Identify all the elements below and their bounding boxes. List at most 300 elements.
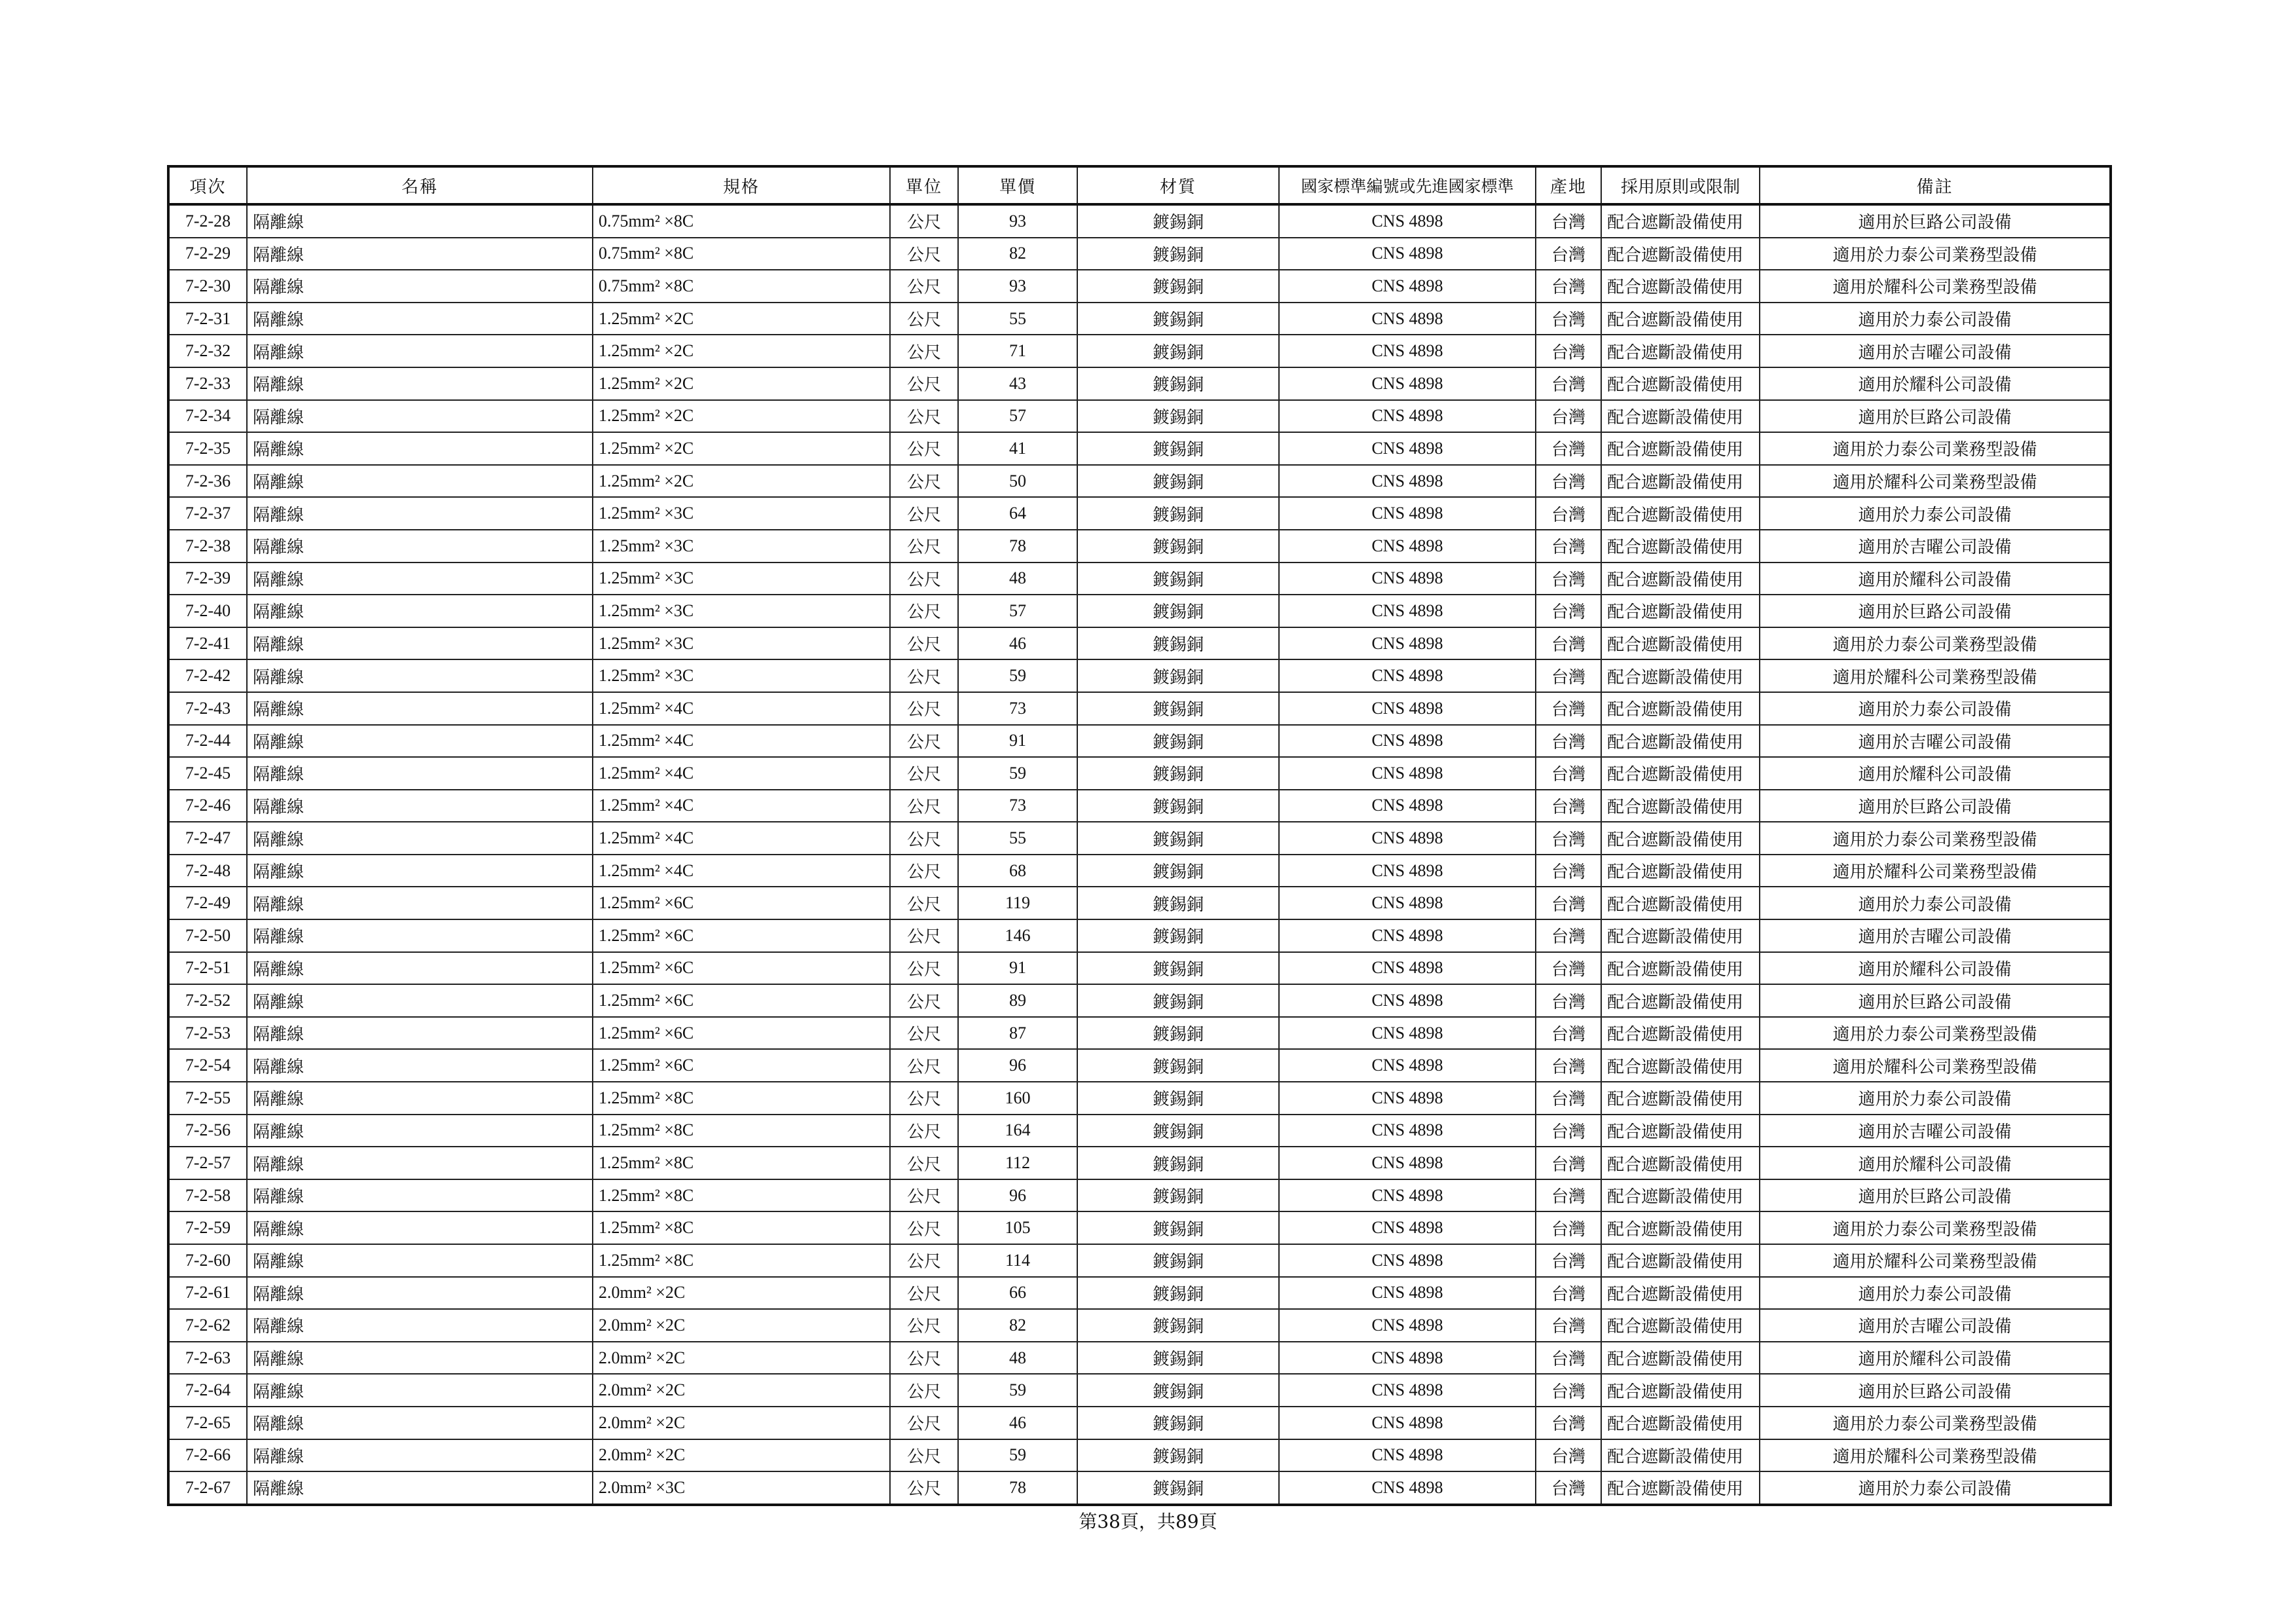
cell-remark: 適用於吉曜公司設備 bbox=[1760, 1309, 2111, 1342]
cell-item-no: 7-2-54 bbox=[168, 1049, 247, 1082]
cell-name: 隔離線 bbox=[247, 1115, 593, 1147]
cell-material: 鍍錫銅 bbox=[1077, 1471, 1279, 1505]
cell-item-no: 7-2-33 bbox=[168, 367, 247, 400]
cell-spec: 1.25mm² ×6C bbox=[593, 984, 890, 1017]
table-row bbox=[168, 952, 2111, 985]
table-row bbox=[168, 1407, 2111, 1439]
cell-price: 82 bbox=[958, 238, 1077, 270]
cell-item-no: 7-2-66 bbox=[168, 1439, 247, 1472]
cell-remark: 適用於吉曜公司設備 bbox=[1760, 1115, 2111, 1147]
cell-price: 91 bbox=[958, 952, 1077, 985]
cell-spec: 1.25mm² ×4C bbox=[593, 822, 890, 855]
cell-name: 隔離線 bbox=[247, 367, 593, 400]
cell-price: 93 bbox=[958, 204, 1077, 238]
table-row bbox=[168, 303, 2111, 335]
cell-material: 鍍錫銅 bbox=[1077, 757, 1279, 790]
cell-principle: 配合遮斷設備使用 bbox=[1601, 595, 1760, 627]
cell-price: 68 bbox=[958, 855, 1077, 887]
cell-origin: 台灣 bbox=[1536, 563, 1601, 595]
cell-unit: 公尺 bbox=[890, 432, 958, 465]
cell-principle: 配合遮斷設備使用 bbox=[1601, 1277, 1760, 1310]
cell-item-no: 7-2-31 bbox=[168, 303, 247, 335]
cell-unit: 公尺 bbox=[890, 855, 958, 887]
cell-origin: 台灣 bbox=[1536, 919, 1601, 952]
cell-origin: 台灣 bbox=[1536, 400, 1601, 433]
cell-principle: 配合遮斷設備使用 bbox=[1601, 919, 1760, 952]
cell-price: 93 bbox=[958, 270, 1077, 303]
cell-price: 59 bbox=[958, 1439, 1077, 1472]
table-row bbox=[168, 270, 2111, 303]
cell-item-no: 7-2-35 bbox=[168, 432, 247, 465]
cell-spec: 2.0mm² ×2C bbox=[593, 1342, 890, 1375]
cell-name: 隔離線 bbox=[247, 790, 593, 822]
cell-material: 鍍錫銅 bbox=[1077, 1342, 1279, 1375]
cell-spec: 2.0mm² ×2C bbox=[593, 1439, 890, 1472]
cell-price: 59 bbox=[958, 659, 1077, 692]
cell-spec: 1.25mm² ×6C bbox=[593, 887, 890, 919]
cell-remark: 適用於巨路公司設備 bbox=[1760, 1179, 2111, 1212]
cell-unit: 公尺 bbox=[890, 887, 958, 919]
cell-material: 鍍錫銅 bbox=[1077, 984, 1279, 1017]
cell-spec: 1.25mm² ×3C bbox=[593, 627, 890, 660]
cell-remark: 適用於巨路公司設備 bbox=[1760, 400, 2111, 433]
cell-item-no: 7-2-57 bbox=[168, 1147, 247, 1179]
cell-name: 隔離線 bbox=[247, 563, 593, 595]
cell-unit: 公尺 bbox=[890, 627, 958, 660]
table-row bbox=[168, 790, 2111, 822]
cell-origin: 台灣 bbox=[1536, 335, 1601, 367]
cell-remark: 適用於耀科公司設備 bbox=[1760, 1147, 2111, 1179]
cell-unit: 公尺 bbox=[890, 530, 958, 563]
cell-standard: CNS 4898 bbox=[1279, 822, 1536, 855]
cell-unit: 公尺 bbox=[890, 595, 958, 627]
cell-unit: 公尺 bbox=[890, 303, 958, 335]
cell-item-no: 7-2-29 bbox=[168, 238, 247, 270]
cell-principle: 配合遮斷設備使用 bbox=[1601, 790, 1760, 822]
cell-material: 鍍錫銅 bbox=[1077, 303, 1279, 335]
cell-spec: 1.25mm² ×6C bbox=[593, 919, 890, 952]
cell-unit: 公尺 bbox=[890, 563, 958, 595]
cell-name: 隔離線 bbox=[247, 887, 593, 919]
cell-item-no: 7-2-64 bbox=[168, 1374, 247, 1407]
cell-standard: CNS 4898 bbox=[1279, 1017, 1536, 1050]
cell-principle: 配合遮斷設備使用 bbox=[1601, 1374, 1760, 1407]
cell-price: 66 bbox=[958, 1277, 1077, 1310]
table-row bbox=[168, 1342, 2111, 1375]
cell-origin: 台灣 bbox=[1536, 1439, 1601, 1472]
cell-standard: CNS 4898 bbox=[1279, 790, 1536, 822]
cell-origin: 台灣 bbox=[1536, 790, 1601, 822]
cell-item-no: 7-2-34 bbox=[168, 400, 247, 433]
cell-spec: 1.25mm² ×8C bbox=[593, 1211, 890, 1244]
cell-price: 73 bbox=[958, 790, 1077, 822]
cell-item-no: 7-2-36 bbox=[168, 465, 247, 498]
cell-standard: CNS 4898 bbox=[1279, 1309, 1536, 1342]
cell-name: 隔離線 bbox=[247, 595, 593, 627]
cell-remark: 適用於力泰公司設備 bbox=[1760, 497, 2111, 530]
cell-material: 鍍錫銅 bbox=[1077, 367, 1279, 400]
cell-name: 隔離線 bbox=[247, 659, 593, 692]
cell-principle: 配合遮斷設備使用 bbox=[1601, 204, 1760, 238]
cell-item-no: 7-2-58 bbox=[168, 1179, 247, 1212]
cell-unit: 公尺 bbox=[890, 270, 958, 303]
cell-material: 鍍錫銅 bbox=[1077, 1439, 1279, 1472]
cell-item-no: 7-2-62 bbox=[168, 1309, 247, 1342]
cell-name: 隔離線 bbox=[247, 432, 593, 465]
cell-item-no: 7-2-49 bbox=[168, 887, 247, 919]
cell-unit: 公尺 bbox=[890, 659, 958, 692]
cell-origin: 台灣 bbox=[1536, 1471, 1601, 1505]
cell-origin: 台灣 bbox=[1536, 1342, 1601, 1375]
cell-principle: 配合遮斷設備使用 bbox=[1601, 1439, 1760, 1472]
cell-material: 鍍錫銅 bbox=[1077, 1374, 1279, 1407]
cell-unit: 公尺 bbox=[890, 790, 958, 822]
cell-origin: 台灣 bbox=[1536, 627, 1601, 660]
cell-price: 64 bbox=[958, 497, 1077, 530]
cell-principle: 配合遮斷設備使用 bbox=[1601, 952, 1760, 985]
cell-name: 隔離線 bbox=[247, 822, 593, 855]
cell-spec: 1.25mm² ×8C bbox=[593, 1115, 890, 1147]
cell-standard: CNS 4898 bbox=[1279, 1115, 1536, 1147]
cell-remark: 適用於力泰公司設備 bbox=[1760, 887, 2111, 919]
cell-item-no: 7-2-40 bbox=[168, 595, 247, 627]
cell-name: 隔離線 bbox=[247, 1017, 593, 1050]
cell-name: 隔離線 bbox=[247, 1147, 593, 1179]
cell-spec: 1.25mm² ×8C bbox=[593, 1082, 890, 1115]
cell-unit: 公尺 bbox=[890, 367, 958, 400]
cell-spec: 1.25mm² ×2C bbox=[593, 400, 890, 433]
cell-principle: 配合遮斷設備使用 bbox=[1601, 692, 1760, 725]
header-standard: 國家標準編號或先進國家標準 bbox=[1279, 166, 1536, 204]
cell-remark: 適用於巨路公司設備 bbox=[1760, 790, 2111, 822]
price-table bbox=[167, 165, 2112, 1506]
cell-name: 隔離線 bbox=[247, 1211, 593, 1244]
cell-standard: CNS 4898 bbox=[1279, 204, 1536, 238]
cell-material: 鍍錫銅 bbox=[1077, 1244, 1279, 1277]
cell-material: 鍍錫銅 bbox=[1077, 1017, 1279, 1050]
cell-standard: CNS 4898 bbox=[1279, 465, 1536, 498]
table-row bbox=[168, 855, 2111, 887]
cell-price: 41 bbox=[958, 432, 1077, 465]
cell-remark: 適用於耀科公司設備 bbox=[1760, 563, 2111, 595]
cell-unit: 公尺 bbox=[890, 1342, 958, 1375]
cell-principle: 配合遮斷設備使用 bbox=[1601, 1082, 1760, 1115]
table-row bbox=[168, 1277, 2111, 1310]
cell-unit: 公尺 bbox=[890, 919, 958, 952]
cell-material: 鍍錫銅 bbox=[1077, 887, 1279, 919]
cell-price: 55 bbox=[958, 303, 1077, 335]
cell-origin: 台灣 bbox=[1536, 757, 1601, 790]
cell-standard: CNS 4898 bbox=[1279, 238, 1536, 270]
cell-item-no: 7-2-67 bbox=[168, 1471, 247, 1505]
cell-remark: 適用於耀科公司業務型設備 bbox=[1760, 270, 2111, 303]
cell-price: 78 bbox=[958, 1471, 1077, 1505]
cell-price: 43 bbox=[958, 367, 1077, 400]
cell-spec: 1.25mm² ×2C bbox=[593, 335, 890, 367]
cell-name: 隔離線 bbox=[247, 1342, 593, 1375]
cell-standard: CNS 4898 bbox=[1279, 725, 1536, 758]
table-row bbox=[168, 238, 2111, 270]
cell-material: 鍍錫銅 bbox=[1077, 270, 1279, 303]
cell-item-no: 7-2-48 bbox=[168, 855, 247, 887]
cell-material: 鍍錫銅 bbox=[1077, 822, 1279, 855]
cell-unit: 公尺 bbox=[890, 725, 958, 758]
cell-remark: 適用於力泰公司業務型設備 bbox=[1760, 238, 2111, 270]
cell-standard: CNS 4898 bbox=[1279, 1147, 1536, 1179]
cell-material: 鍍錫銅 bbox=[1077, 204, 1279, 238]
table-row bbox=[168, 204, 2111, 238]
cell-remark: 適用於力泰公司業務型設備 bbox=[1760, 1017, 2111, 1050]
cell-spec: 1.25mm² ×6C bbox=[593, 1049, 890, 1082]
table-row bbox=[168, 822, 2111, 855]
table-row bbox=[168, 367, 2111, 400]
cell-name: 隔離線 bbox=[247, 238, 593, 270]
cell-material: 鍍錫銅 bbox=[1077, 400, 1279, 433]
cell-standard: CNS 4898 bbox=[1279, 952, 1536, 985]
table-row bbox=[168, 1147, 2111, 1179]
cell-principle: 配合遮斷設備使用 bbox=[1601, 1309, 1760, 1342]
table-row bbox=[168, 497, 2111, 530]
cell-origin: 台灣 bbox=[1536, 887, 1601, 919]
cell-principle: 配合遮斷設備使用 bbox=[1601, 1407, 1760, 1439]
cell-origin: 台灣 bbox=[1536, 204, 1601, 238]
cell-standard: CNS 4898 bbox=[1279, 887, 1536, 919]
cell-standard: CNS 4898 bbox=[1279, 1211, 1536, 1244]
cell-item-no: 7-2-47 bbox=[168, 822, 247, 855]
cell-standard: CNS 4898 bbox=[1279, 692, 1536, 725]
cell-remark: 適用於力泰公司設備 bbox=[1760, 1471, 2111, 1505]
cell-price: 57 bbox=[958, 400, 1077, 433]
cell-item-no: 7-2-60 bbox=[168, 1244, 247, 1277]
cell-remark: 適用於吉曜公司設備 bbox=[1760, 335, 2111, 367]
cell-name: 隔離線 bbox=[247, 335, 593, 367]
cell-unit: 公尺 bbox=[890, 1407, 958, 1439]
table-row bbox=[168, 984, 2111, 1017]
cell-standard: CNS 4898 bbox=[1279, 335, 1536, 367]
cell-origin: 台灣 bbox=[1536, 1017, 1601, 1050]
cell-spec: 1.25mm² ×3C bbox=[593, 530, 890, 563]
cell-price: 91 bbox=[958, 725, 1077, 758]
cell-standard: CNS 4898 bbox=[1279, 627, 1536, 660]
cell-name: 隔離線 bbox=[247, 497, 593, 530]
cell-principle: 配合遮斷設備使用 bbox=[1601, 303, 1760, 335]
cell-price: 48 bbox=[958, 563, 1077, 595]
cell-origin: 台灣 bbox=[1536, 1179, 1601, 1212]
table-row bbox=[168, 1439, 2111, 1472]
table-row bbox=[168, 919, 2111, 952]
cell-unit: 公尺 bbox=[890, 692, 958, 725]
cell-remark: 適用於耀科公司設備 bbox=[1760, 757, 2111, 790]
cell-item-no: 7-2-53 bbox=[168, 1017, 247, 1050]
cell-origin: 台灣 bbox=[1536, 692, 1601, 725]
cell-material: 鍍錫銅 bbox=[1077, 530, 1279, 563]
cell-price: 50 bbox=[958, 465, 1077, 498]
cell-principle: 配合遮斷設備使用 bbox=[1601, 270, 1760, 303]
cell-price: 82 bbox=[958, 1309, 1077, 1342]
cell-standard: CNS 4898 bbox=[1279, 1439, 1536, 1472]
cell-origin: 台灣 bbox=[1536, 1277, 1601, 1310]
table-row bbox=[168, 530, 2111, 563]
cell-remark: 適用於力泰公司業務型設備 bbox=[1760, 1211, 2111, 1244]
cell-remark: 適用於巨路公司設備 bbox=[1760, 1374, 2111, 1407]
cell-spec: 1.25mm² ×3C bbox=[593, 659, 890, 692]
cell-principle: 配合遮斷設備使用 bbox=[1601, 497, 1760, 530]
table-row bbox=[168, 1471, 2111, 1505]
cell-standard: CNS 4898 bbox=[1279, 984, 1536, 1017]
cell-spec: 1.25mm² ×4C bbox=[593, 692, 890, 725]
cell-origin: 台灣 bbox=[1536, 497, 1601, 530]
cell-name: 隔離線 bbox=[247, 1407, 593, 1439]
cell-origin: 台灣 bbox=[1536, 1082, 1601, 1115]
cell-origin: 台灣 bbox=[1536, 1049, 1601, 1082]
cell-price: 87 bbox=[958, 1017, 1077, 1050]
cell-material: 鍍錫銅 bbox=[1077, 659, 1279, 692]
cell-spec: 2.0mm² ×2C bbox=[593, 1309, 890, 1342]
cell-origin: 台灣 bbox=[1536, 725, 1601, 758]
cell-principle: 配合遮斷設備使用 bbox=[1601, 1342, 1760, 1375]
cell-origin: 台灣 bbox=[1536, 1309, 1601, 1342]
cell-name: 隔離線 bbox=[247, 855, 593, 887]
header-remark: 備註 bbox=[1760, 166, 2111, 204]
cell-remark: 適用於巨路公司設備 bbox=[1760, 984, 2111, 1017]
cell-principle: 配合遮斷設備使用 bbox=[1601, 367, 1760, 400]
cell-origin: 台灣 bbox=[1536, 367, 1601, 400]
header-material: 材質 bbox=[1077, 166, 1279, 204]
cell-standard: CNS 4898 bbox=[1279, 1082, 1536, 1115]
cell-price: 46 bbox=[958, 627, 1077, 660]
table-row bbox=[168, 400, 2111, 433]
cell-origin: 台灣 bbox=[1536, 303, 1601, 335]
table-row bbox=[168, 1309, 2111, 1342]
cell-origin: 台灣 bbox=[1536, 270, 1601, 303]
cell-name: 隔離線 bbox=[247, 1277, 593, 1310]
table-row bbox=[168, 887, 2111, 919]
cell-principle: 配合遮斷設備使用 bbox=[1601, 432, 1760, 465]
cell-spec: 1.25mm² ×8C bbox=[593, 1244, 890, 1277]
cell-price: 164 bbox=[958, 1115, 1077, 1147]
cell-origin: 台灣 bbox=[1536, 1374, 1601, 1407]
cell-principle: 配合遮斷設備使用 bbox=[1601, 1471, 1760, 1505]
cell-item-no: 7-2-61 bbox=[168, 1277, 247, 1310]
cell-material: 鍍錫銅 bbox=[1077, 627, 1279, 660]
cell-price: 78 bbox=[958, 530, 1077, 563]
cell-price: 119 bbox=[958, 887, 1077, 919]
cell-item-no: 7-2-50 bbox=[168, 919, 247, 952]
cell-unit: 公尺 bbox=[890, 1147, 958, 1179]
cell-principle: 配合遮斷設備使用 bbox=[1601, 822, 1760, 855]
cell-standard: CNS 4898 bbox=[1279, 563, 1536, 595]
cell-spec: 1.25mm² ×6C bbox=[593, 952, 890, 985]
cell-price: 96 bbox=[958, 1179, 1077, 1212]
cell-spec: 1.25mm² ×8C bbox=[593, 1179, 890, 1212]
cell-principle: 配合遮斷設備使用 bbox=[1601, 757, 1760, 790]
cell-price: 146 bbox=[958, 919, 1077, 952]
cell-material: 鍍錫銅 bbox=[1077, 1179, 1279, 1212]
cell-origin: 台灣 bbox=[1536, 659, 1601, 692]
cell-unit: 公尺 bbox=[890, 238, 958, 270]
cell-remark: 適用於力泰公司設備 bbox=[1760, 1277, 2111, 1310]
cell-unit: 公尺 bbox=[890, 1374, 958, 1407]
cell-remark: 適用於耀科公司設備 bbox=[1760, 1342, 2111, 1375]
cell-remark: 適用於力泰公司設備 bbox=[1760, 303, 2111, 335]
cell-origin: 台灣 bbox=[1536, 952, 1601, 985]
cell-material: 鍍錫銅 bbox=[1077, 1277, 1279, 1310]
cell-standard: CNS 4898 bbox=[1279, 400, 1536, 433]
cell-name: 隔離線 bbox=[247, 270, 593, 303]
cell-price: 59 bbox=[958, 1374, 1077, 1407]
cell-spec: 1.25mm² ×4C bbox=[593, 757, 890, 790]
cell-spec: 0.75mm² ×8C bbox=[593, 238, 890, 270]
cell-name: 隔離線 bbox=[247, 204, 593, 238]
cell-remark: 適用於吉曜公司設備 bbox=[1760, 919, 2111, 952]
cell-principle: 配合遮斷設備使用 bbox=[1601, 530, 1760, 563]
cell-price: 114 bbox=[958, 1244, 1077, 1277]
cell-price: 160 bbox=[958, 1082, 1077, 1115]
table-row bbox=[168, 335, 2111, 367]
cell-remark: 適用於巨路公司設備 bbox=[1760, 204, 2111, 238]
cell-spec: 1.25mm² ×3C bbox=[593, 497, 890, 530]
cell-name: 隔離線 bbox=[247, 1049, 593, 1082]
cell-item-no: 7-2-63 bbox=[168, 1342, 247, 1375]
cell-price: 96 bbox=[958, 1049, 1077, 1082]
cell-price: 89 bbox=[958, 984, 1077, 1017]
cell-unit: 公尺 bbox=[890, 400, 958, 433]
cell-standard: CNS 4898 bbox=[1279, 1471, 1536, 1505]
cell-standard: CNS 4898 bbox=[1279, 1049, 1536, 1082]
cell-remark: 適用於耀科公司業務型設備 bbox=[1760, 465, 2111, 498]
header-name: 名稱 bbox=[247, 166, 593, 204]
cell-remark: 適用於耀科公司業務型設備 bbox=[1760, 1049, 2111, 1082]
cell-name: 隔離線 bbox=[247, 1471, 593, 1505]
cell-principle: 配合遮斷設備使用 bbox=[1601, 887, 1760, 919]
cell-origin: 台灣 bbox=[1536, 238, 1601, 270]
cell-remark: 適用於力泰公司業務型設備 bbox=[1760, 822, 2111, 855]
cell-material: 鍍錫銅 bbox=[1077, 692, 1279, 725]
cell-origin: 台灣 bbox=[1536, 855, 1601, 887]
cell-spec: 1.25mm² ×2C bbox=[593, 465, 890, 498]
cell-unit: 公尺 bbox=[890, 1277, 958, 1310]
cell-unit: 公尺 bbox=[890, 1049, 958, 1082]
cell-origin: 台灣 bbox=[1536, 465, 1601, 498]
cell-material: 鍍錫銅 bbox=[1077, 1049, 1279, 1082]
cell-name: 隔離線 bbox=[247, 725, 593, 758]
cell-material: 鍍錫銅 bbox=[1077, 465, 1279, 498]
cell-standard: CNS 4898 bbox=[1279, 1374, 1536, 1407]
cell-item-no: 7-2-41 bbox=[168, 627, 247, 660]
cell-unit: 公尺 bbox=[890, 1439, 958, 1472]
cell-item-no: 7-2-65 bbox=[168, 1407, 247, 1439]
cell-name: 隔離線 bbox=[247, 1244, 593, 1277]
cell-standard: CNS 4898 bbox=[1279, 1342, 1536, 1375]
cell-principle: 配合遮斷設備使用 bbox=[1601, 1244, 1760, 1277]
cell-spec: 2.0mm² ×2C bbox=[593, 1374, 890, 1407]
cell-item-no: 7-2-42 bbox=[168, 659, 247, 692]
cell-price: 105 bbox=[958, 1211, 1077, 1244]
cell-remark: 適用於耀科公司設備 bbox=[1760, 952, 2111, 985]
cell-principle: 配合遮斷設備使用 bbox=[1601, 400, 1760, 433]
cell-name: 隔離線 bbox=[247, 1179, 593, 1212]
cell-unit: 公尺 bbox=[890, 1179, 958, 1212]
cell-name: 隔離線 bbox=[247, 919, 593, 952]
cell-item-no: 7-2-45 bbox=[168, 757, 247, 790]
cell-unit: 公尺 bbox=[890, 1309, 958, 1342]
cell-unit: 公尺 bbox=[890, 1471, 958, 1505]
cell-remark: 適用於力泰公司設備 bbox=[1760, 1082, 2111, 1115]
cell-item-no: 7-2-46 bbox=[168, 790, 247, 822]
cell-name: 隔離線 bbox=[247, 692, 593, 725]
cell-origin: 台灣 bbox=[1536, 1147, 1601, 1179]
cell-material: 鍍錫銅 bbox=[1077, 1211, 1279, 1244]
